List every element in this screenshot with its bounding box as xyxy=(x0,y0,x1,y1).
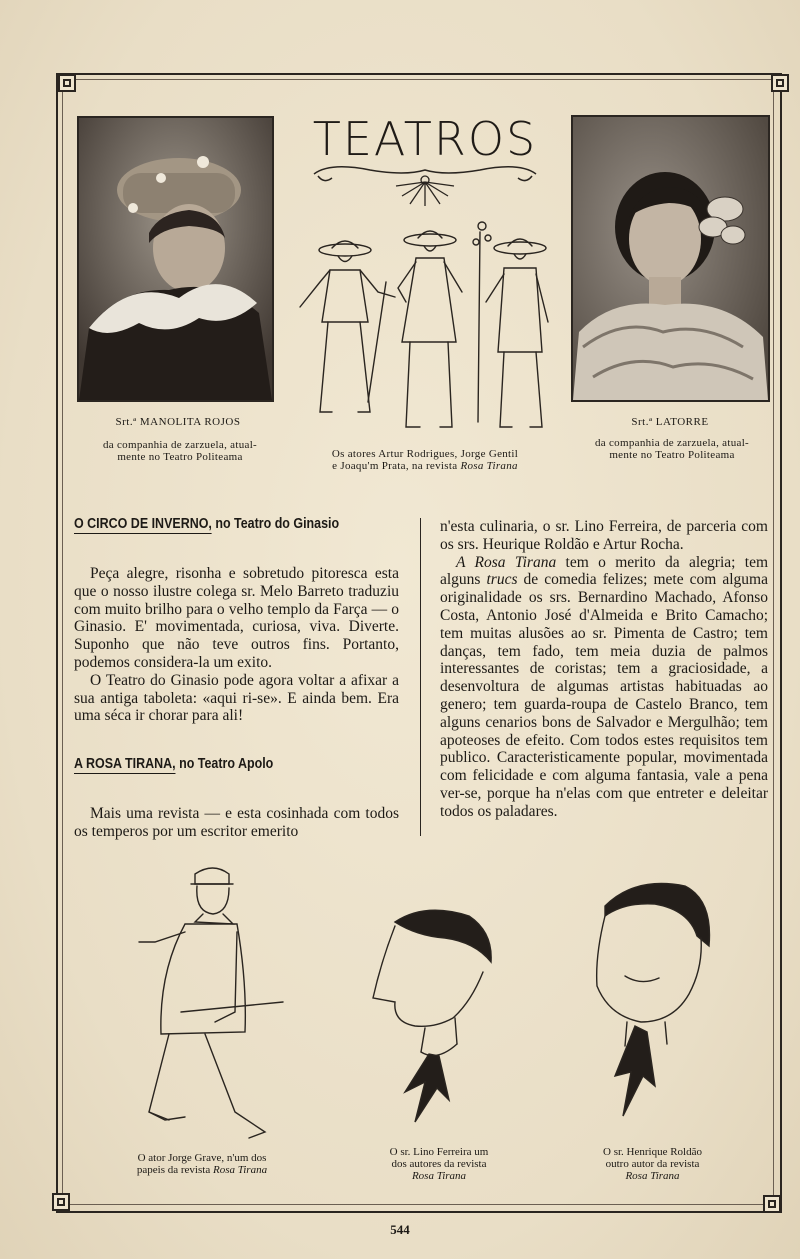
caption-line: Os atores Artur Rodrigues, Jorge Gentil xyxy=(331,448,519,460)
text-span: tem o merito da alegria; tem alguns xyxy=(440,553,769,589)
article-heading-circo xyxy=(74,516,339,532)
page-title: TEATROS xyxy=(312,112,538,166)
caption-line: mente no Teatro Politeama xyxy=(117,451,243,463)
sketch-henrique-roldao xyxy=(585,876,720,1126)
caption-line: O sr. Lino Ferreira um xyxy=(389,1146,489,1158)
caption-line: da companhia de zarzuela, atual- xyxy=(102,439,258,451)
drawing-three-actors xyxy=(290,212,560,442)
caption-italic-title: Rosa Tirana xyxy=(460,460,518,472)
article-body-circo xyxy=(74,565,399,725)
italic-word: trucs xyxy=(486,571,518,589)
title-ornament xyxy=(310,160,540,212)
caption-line: da companhia de zarzuela, atual- xyxy=(594,437,750,449)
heading-underlined: O CIRCO DE INVERNO, xyxy=(74,516,212,532)
caption-name-manolita: Srt.ª MANOLITA ROJOS xyxy=(115,416,241,428)
sketch-lino-ferreira xyxy=(365,902,505,1132)
heading-rest: no Teatro do Ginasio xyxy=(211,516,340,532)
caption-three-actors xyxy=(290,448,560,472)
column-divider xyxy=(420,518,421,836)
corner-ornament xyxy=(58,74,76,92)
caption-line xyxy=(112,1164,292,1176)
paragraph: O Teatro do Ginasio pode agora voltar a afixar a sua antiga taboleta: «aqui ri-se». E ainda bem. Era uma séca ir chorar para ali! xyxy=(74,671,399,725)
paragraph: Mais uma revista — e esta cosinhada com todos os temperos por um escritor emerito xyxy=(74,805,399,840)
text-span: de comedia felizes; mete com alguma originalidade os srs. Bernardino Machado, Afonso Costa, Antonio José d'Almeida e Brito Camacho; tem muitas alusões ao sr. Pimenta de Castro; tem danças, tem fado, tem meia duzia de palmos interessantes de coristas; tem a graciosidade, a desenvoltura de algumas artistas habituadas ao genero; tem guarda-roupa de Castelo Branco, tem alguns cenarios bons de Salvador e Mergulhão; tem apoteoses de efeito. Com todos estes requisitos tem publico. Caracteristicamente popular, movimentada com felicidade e com alguma fantasia, vale a pena ver-se, porque ha n'elas com que entreter e deleitar todos os paladares. xyxy=(440,571,768,820)
article-body-rosa-tirana xyxy=(74,805,399,841)
caption-line: O ator Jorge Grave, n'um dos xyxy=(137,1152,267,1164)
caption-line xyxy=(570,1170,735,1182)
caption-text-span: papeis da revista xyxy=(136,1164,213,1176)
corner-ornament xyxy=(52,1193,70,1211)
caption-manolita xyxy=(76,439,284,463)
sketch-jorge-grave xyxy=(125,862,290,1147)
caption-henrique-roldao xyxy=(570,1146,735,1182)
caption-line: O sr. Henrique Roldão xyxy=(603,1146,702,1158)
article-heading-rosa-tirana xyxy=(74,756,273,772)
corner-ornament xyxy=(771,74,789,92)
corner-ornament xyxy=(763,1195,781,1213)
caption-lino-ferreira xyxy=(354,1146,524,1182)
italic-title: A Rosa Tirana xyxy=(456,553,557,571)
paragraph: Peça alegre, risonha e sobretudo pitoresca esta que o nosso ilustre colega sr. Melo Barreto traduziu com muito brilho para o velho templo da Farça — o Ginasio. E' movimentada, curiosa, viva. Diverte. Suponho que não teve outros fins. Portanto, podemos considera-la um exito. xyxy=(74,565,399,671)
caption-line: dos autores da revista xyxy=(391,1158,487,1170)
heading-rest: no Teatro Apolo xyxy=(175,756,274,772)
caption-line xyxy=(354,1170,524,1182)
caption-italic-title: Rosa Tirana xyxy=(625,1170,680,1182)
caption-jorge-grave xyxy=(112,1152,292,1176)
caption-text-span: e Joaqu'm Prata, na revista xyxy=(332,460,461,472)
caption-italic-title: Rosa Tirana xyxy=(212,1164,268,1176)
caption-name-latorre: Srt.ª LATORRE xyxy=(631,416,709,428)
paragraph: n'esta culinaria, o sr. Lino Ferreira, de parceria com os srs. Heurique Roldão e Artur Rocha. xyxy=(440,518,768,553)
paragraph xyxy=(440,554,768,821)
photo-manolita-rojos xyxy=(77,116,274,402)
photo-latorre xyxy=(571,115,770,402)
caption-line xyxy=(290,460,560,472)
caption-line: outro autor da revista xyxy=(605,1158,700,1170)
article-body-right-column xyxy=(440,518,768,821)
caption-line: mente no Teatro Politeama xyxy=(609,449,735,461)
page-number: 544 xyxy=(390,1222,410,1237)
caption-italic-title: Rosa Tirana xyxy=(411,1170,467,1182)
heading-underlined: A ROSA TIRANA, xyxy=(74,756,176,772)
caption-latorre xyxy=(562,437,782,461)
